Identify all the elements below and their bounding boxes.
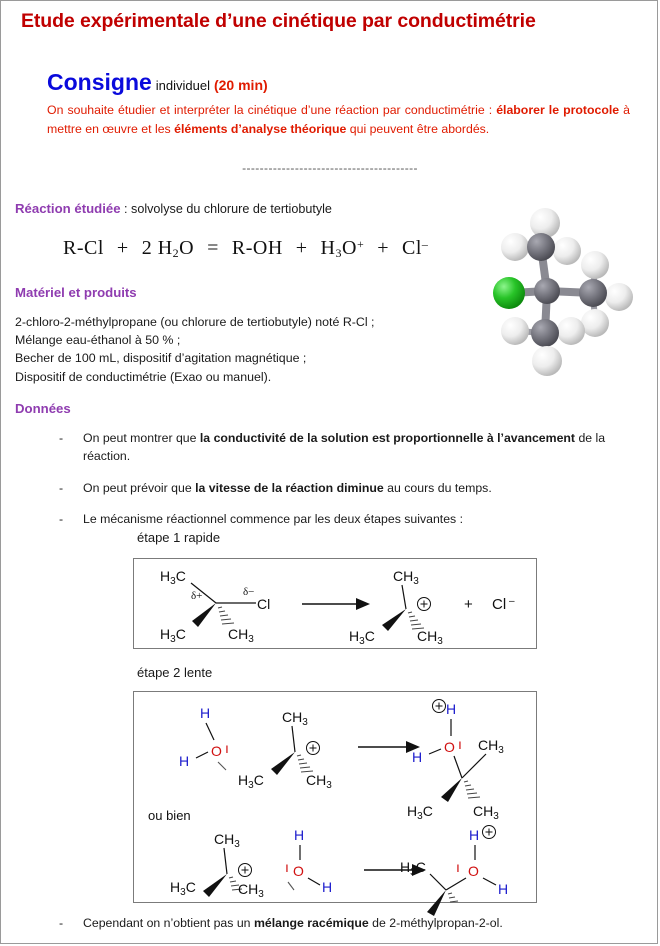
chlorine-atom xyxy=(493,277,525,309)
o-label: O xyxy=(293,863,304,879)
h-label: H xyxy=(294,827,305,843)
ch3-label: $CH_3$ xyxy=(393,568,419,587)
lone-pair xyxy=(288,882,294,890)
hash-bond xyxy=(464,781,480,798)
bullet-post: au cours du temps. xyxy=(383,480,492,495)
consigne-text-part1: On souhaite étudier et interpréter la cinétique d’une réaction par conductimétrie : xyxy=(47,103,497,117)
bullet-dash: - xyxy=(59,431,64,445)
hydrogen-atom xyxy=(501,317,529,345)
carbocation-top xyxy=(238,709,332,791)
chloride-ion-label: Cl – xyxy=(492,596,515,613)
hash-bond xyxy=(297,755,313,772)
hydrogen-atom xyxy=(501,233,529,261)
h-label: H xyxy=(412,749,423,765)
ou-bien-label: ou bien xyxy=(148,808,191,823)
ch3-label: $CH_3$ xyxy=(238,881,264,900)
lone-pair: ı xyxy=(225,740,229,756)
h-label: H xyxy=(446,701,457,717)
list-item xyxy=(37,510,627,528)
eq-reactant-2: H xyxy=(157,237,173,259)
bullet-bold: mélange racémique xyxy=(253,916,369,930)
o-label: O xyxy=(468,863,479,879)
eq-equals: = xyxy=(207,237,219,259)
bullet-post: de 2-méthylpropan-2-ol. xyxy=(368,916,503,930)
ch3-label: $CH_3$ xyxy=(478,737,504,756)
lone-pair xyxy=(218,762,226,770)
hydrogen-atom xyxy=(557,317,585,345)
eq-plus-2: + xyxy=(295,237,308,259)
list-item xyxy=(37,429,627,466)
eq-reactant-1: R-Cl xyxy=(63,237,104,259)
lone-pair: ı xyxy=(458,736,462,752)
consigne-block xyxy=(47,69,637,139)
wedge-bond xyxy=(203,874,227,897)
bullet-bold: la vitesse de la réaction diminue xyxy=(195,480,384,495)
materiel-line: Mélange eau-éthanol à 50 % ; xyxy=(15,333,181,348)
carbon-atom xyxy=(531,319,559,347)
lone-pair: ı xyxy=(456,859,460,875)
h3c-label: $H_3C$ xyxy=(170,879,196,898)
h-label: H xyxy=(469,827,480,843)
product-oxonium-top xyxy=(407,700,504,823)
wedge-bond xyxy=(271,752,295,775)
water-molecule-top xyxy=(179,705,229,770)
ch3-label: $CH_3$ xyxy=(473,803,499,822)
ch3-label: $CH_3$ xyxy=(214,831,240,850)
hydrogen-atom xyxy=(581,309,609,337)
eq-product-2-sup: + xyxy=(356,237,365,251)
bullet-pre: Le mécanisme réactionnel commence par les deux étapes suivantes : xyxy=(83,512,464,527)
eq-product-2-sub: 3 xyxy=(335,246,342,260)
materiel-list xyxy=(15,313,375,386)
reaction-heading-row xyxy=(15,201,332,216)
molecule-3d-image xyxy=(489,201,635,381)
ch3-label: $CH_3$ xyxy=(228,626,254,645)
carbon-atom xyxy=(527,233,555,261)
h3c-label: $H_3C$ xyxy=(160,568,186,587)
bullet-pre: On peut montrer que xyxy=(83,431,200,445)
delta-minus-label: δ− xyxy=(243,586,255,598)
donnees-heading: Données xyxy=(15,401,71,416)
eq-product-2: H xyxy=(320,237,336,259)
bullet-dash: - xyxy=(59,480,64,495)
eq-product-3: Cl xyxy=(402,237,422,259)
step2-label: étape 2 lente xyxy=(137,665,213,680)
bullet-dash: - xyxy=(59,916,64,930)
hydrogen-atom xyxy=(553,237,581,265)
wedge-bond xyxy=(441,778,462,802)
reaction-heading: Réaction étudiée xyxy=(15,201,121,216)
step1-scheme-box xyxy=(133,558,537,649)
donnees-bullet-list xyxy=(37,429,627,542)
hash-bond xyxy=(218,607,234,624)
bullet-pre: On peut prévoir que xyxy=(83,480,196,495)
h-label: H xyxy=(322,879,333,895)
eq-plus-1: + xyxy=(116,237,129,259)
eq-plus-3: + xyxy=(377,237,390,259)
ch3-label: $CH_3$ xyxy=(417,628,443,647)
h3c-label: $H_3C$ xyxy=(238,772,264,791)
wedge-bond xyxy=(382,609,406,631)
wedge-bond xyxy=(427,890,446,916)
step2-scheme-box xyxy=(133,691,537,903)
eq-coefficient: 2 xyxy=(141,237,153,259)
materiel-line: Dispositif de conductimétrie (Exao ou manuel). xyxy=(15,369,272,384)
consigne-text-bold1: élaborer le protocole xyxy=(496,103,620,117)
consigne-text-part3: qui peuvent être abordés. xyxy=(346,122,490,137)
hash-bond xyxy=(448,893,458,902)
o-label: O xyxy=(211,743,222,759)
consigne-heading-line xyxy=(47,69,637,96)
consigne-mode: individuel xyxy=(155,78,210,93)
reaction-arrow xyxy=(302,598,370,610)
water-molecule-bottom xyxy=(285,827,332,895)
h3c-label: $H_3C$ xyxy=(160,626,186,645)
plus-sign: + xyxy=(464,596,473,613)
carbocation-bottom xyxy=(170,831,264,900)
carbon-atom xyxy=(534,278,560,304)
bullet-bold: la conductivité de la solution est proportionnelle à l’avancement xyxy=(199,431,576,445)
h3c-label: $H_3C$ xyxy=(407,803,433,822)
consigne-text-part2: à mettre en œuvre et les xyxy=(47,103,630,137)
consigne-heading: Consigne xyxy=(47,69,152,95)
wedge-bond xyxy=(192,603,216,627)
eq-product-3-sup: – xyxy=(421,237,429,251)
consigne-text-bold2: éléments d’analyse théorique xyxy=(174,122,347,137)
carbon-atom xyxy=(579,279,607,307)
delta-plus-label: δ+ xyxy=(191,590,203,602)
reaction-arrow xyxy=(358,741,420,753)
chemical-equation xyxy=(63,237,428,261)
eq-product-1: R-OH xyxy=(231,237,283,259)
hydrogen-atom xyxy=(532,346,562,376)
hash-bond xyxy=(408,612,424,629)
consigne-duration: (20 min) xyxy=(213,77,268,93)
ch3-label: $CH_3$ xyxy=(306,772,332,791)
h-label: H xyxy=(200,705,211,721)
h-label: H xyxy=(498,881,509,897)
hydrogen-atom xyxy=(581,251,609,279)
bullet-pre: Cependant on n’obtient pas un xyxy=(83,916,254,930)
h3c-label: $H_3C$ xyxy=(400,859,426,878)
list-item xyxy=(37,916,660,930)
hydrogen-atom xyxy=(605,283,633,311)
h3c-label: $H_3C$ xyxy=(349,628,375,647)
lone-pair: ı xyxy=(285,859,289,875)
list-item xyxy=(37,479,627,497)
ch3-label: $CH_3$ xyxy=(282,709,308,728)
bullet-post: de la réaction. xyxy=(83,431,606,464)
product-oxonium-bottom xyxy=(400,826,508,917)
eq-reactant-2-sub: 2 xyxy=(172,246,180,260)
reaction-subtitle: : solvolyse du chlorure de tertiobutyle xyxy=(120,202,332,216)
eq-reactant-2-end: O xyxy=(179,237,195,259)
reactant-tert-butyl-chloride xyxy=(160,568,270,645)
materiel-line: 2-chloro-2-méthylpropane (ou chlorure de tertiobutyle) noté R-Cl ; xyxy=(15,315,375,329)
eq-product-2-mid: O xyxy=(342,237,357,259)
step1-label: étape 1 rapide xyxy=(137,530,221,545)
materiel-line: Becher de 100 mL, dispositif d’agitation magnétique ; xyxy=(15,351,307,366)
page-title: Etude expérimentale d’une cinétique par conductimétrie xyxy=(21,10,536,32)
section-separator: ---------------------------------------- xyxy=(242,161,418,175)
materiel-heading: Matériel et produits xyxy=(15,285,137,300)
consigne-text xyxy=(47,101,630,139)
hydrogen-atom xyxy=(530,208,560,238)
h-label: H xyxy=(179,753,190,769)
cl-label: Cl xyxy=(257,596,271,612)
product-carbocation xyxy=(349,568,443,647)
o-label: O xyxy=(444,739,455,755)
bullet-dash: - xyxy=(59,512,64,527)
